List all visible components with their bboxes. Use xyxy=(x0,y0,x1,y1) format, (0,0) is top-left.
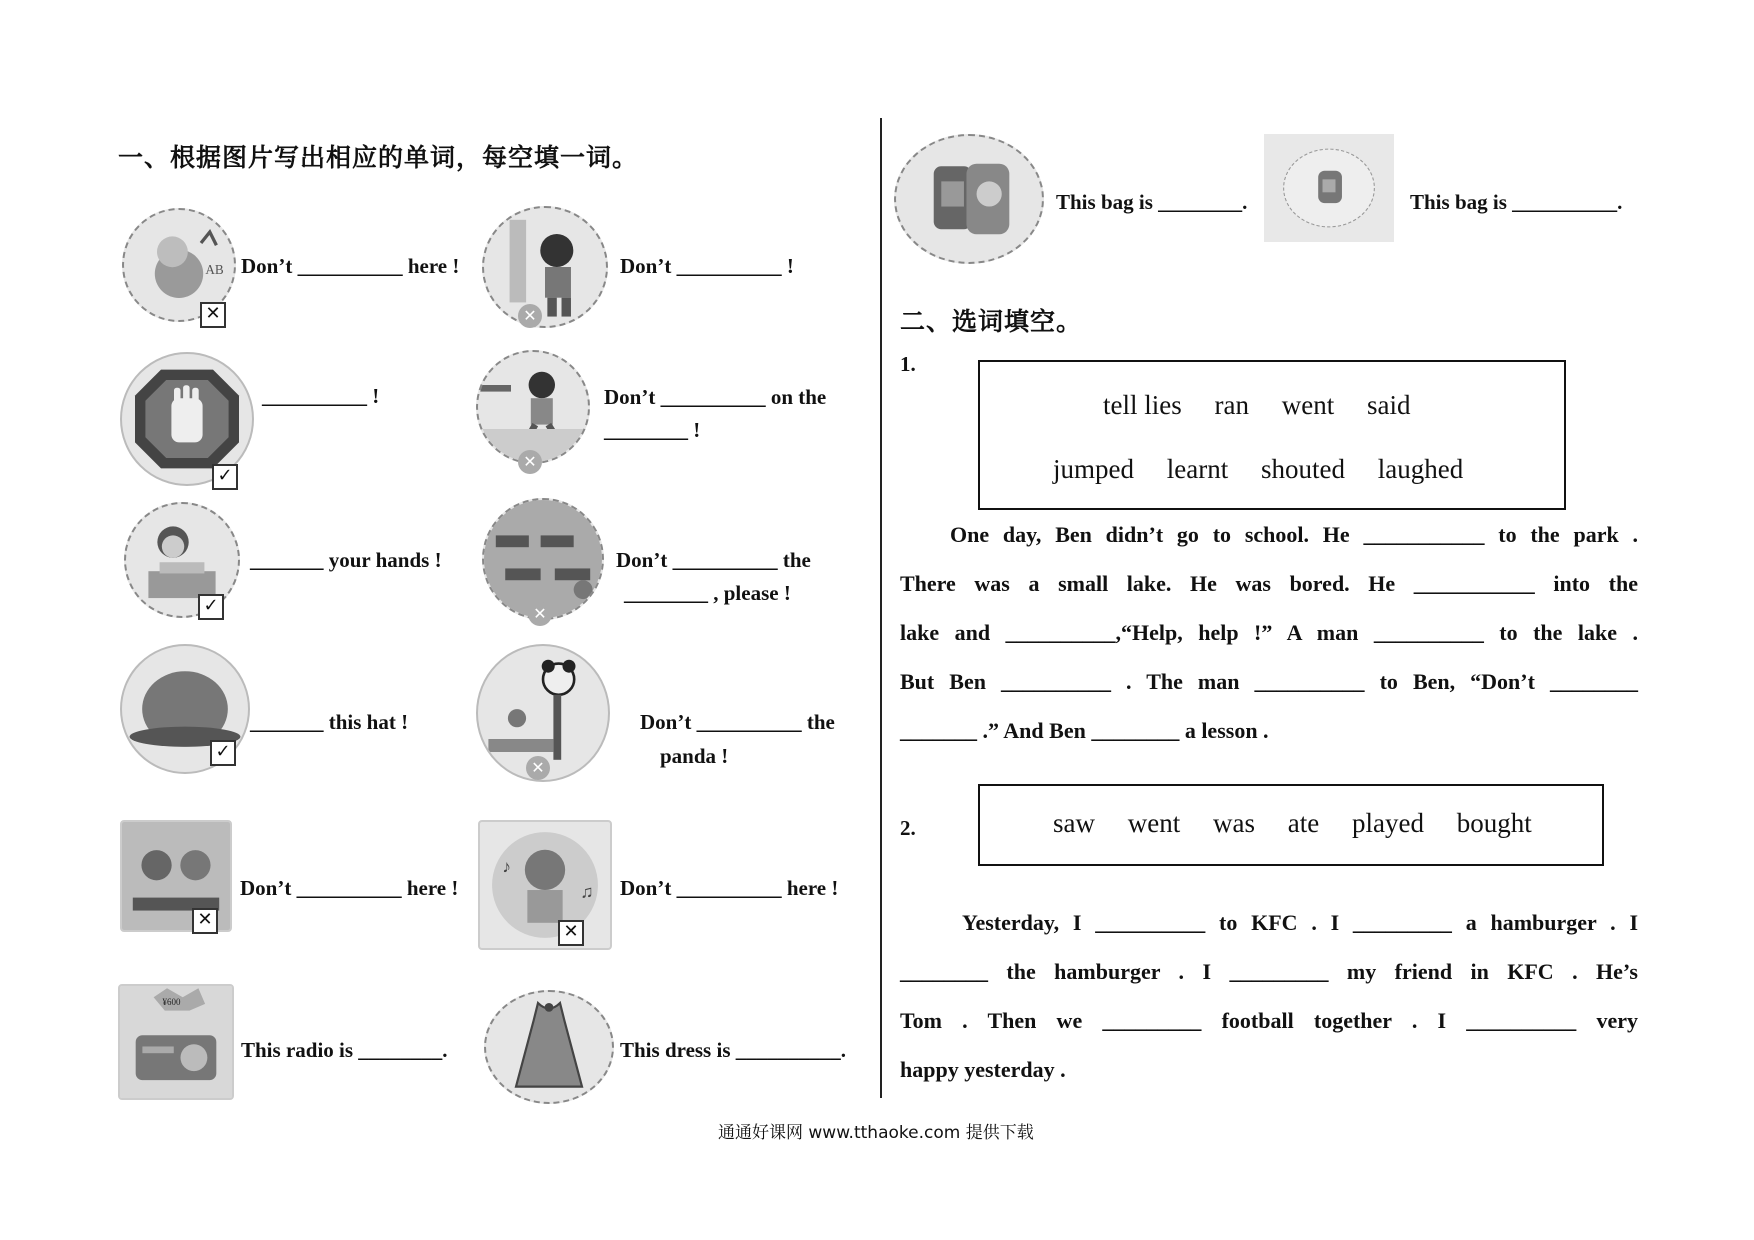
running-boy-picture xyxy=(476,350,590,464)
singing-girl-picture xyxy=(478,820,612,950)
q2-word-row xyxy=(1040,808,1545,839)
word-option: shouted xyxy=(1260,454,1345,484)
word-option: ran xyxy=(1214,390,1249,420)
question-1-10: Don’t __________ here ! xyxy=(620,876,839,900)
radio-price-tag: ¥600 xyxy=(162,997,181,1008)
q1-line-2: There was a small lake. He was bored. He ___________ into the xyxy=(900,571,1638,596)
question-1-12: This dress is __________. xyxy=(620,1038,846,1062)
part2-heading: 二、选词填空。 xyxy=(900,307,1083,336)
check-mark-icon: ✓ xyxy=(198,594,224,620)
footer-source: 通通好课网 www.tthaoke.com 提供下载 xyxy=(718,1123,1034,1143)
question-1-6-line2: ________ , please ! xyxy=(624,581,791,605)
svg-text:♫: ♫ xyxy=(580,881,594,902)
q1-number: 1. xyxy=(900,352,916,376)
cross-circle-icon: ✕ xyxy=(528,602,552,626)
q1-word-box xyxy=(978,360,1566,510)
q1-line-1: One day, Ben didn’t go to school. He ___________ to the park . xyxy=(950,522,1638,547)
q1-word-row-2 xyxy=(1040,454,1476,485)
bag-question-1: This bag is ________. xyxy=(1056,190,1248,214)
q2-word-box xyxy=(978,784,1604,866)
big-bag-picture xyxy=(894,134,1044,264)
cross-mark-icon: ✕ xyxy=(200,302,226,328)
cross-circle-icon: ✕ xyxy=(518,304,542,328)
word-option: was xyxy=(1212,808,1255,838)
q1-line-3: lake and __________,“Help, help !” A man __________ to the lake . xyxy=(900,620,1638,645)
word-option: went xyxy=(1127,808,1181,838)
bag-question-2: This bag is __________. xyxy=(1410,190,1623,214)
cross-mark-icon: ✕ xyxy=(558,920,584,946)
cross-circle-icon: ✕ xyxy=(518,450,542,474)
q1-line-5: _______ .” And Ben ________ a lesson . xyxy=(900,718,1269,743)
small-bag-picture xyxy=(1264,134,1394,242)
question-1-9: Don’t __________ here ! xyxy=(240,876,459,900)
question-1-8-line2: panda ! xyxy=(660,744,729,768)
q2-line-3: Tom . Then we _________ football together . I __________ very xyxy=(900,1008,1638,1033)
word-option: played xyxy=(1351,808,1424,838)
check-mark-icon: ✓ xyxy=(212,464,238,490)
q1-line-4: But Ben __________ . The man __________ to Ben, “Don’t ________ xyxy=(900,669,1638,694)
q2-line-4: happy yesterday . xyxy=(900,1057,1066,1082)
question-1-11: This radio is ________. xyxy=(241,1038,448,1062)
cross-circle-icon: ✕ xyxy=(526,756,550,780)
word-option: laughed xyxy=(1377,454,1464,484)
cross-mark-icon: ✕ xyxy=(192,908,218,934)
svg-text:♪: ♪ xyxy=(502,856,511,877)
question-1-1: Don’t __________ here ! xyxy=(241,254,460,278)
word-option: learnt xyxy=(1166,454,1229,484)
column-divider xyxy=(880,118,882,1098)
part1-heading: 一、根据图片写出相应的单词，每空填一词。 xyxy=(118,143,639,172)
question-1-7: _______ this hat ! xyxy=(250,710,409,734)
q2-number: 2. xyxy=(900,816,916,840)
question-1-4-line2: ________ ! xyxy=(604,418,701,442)
word-option: tell lies xyxy=(1103,390,1182,420)
word-option: jumped xyxy=(1053,454,1134,484)
word-option: went xyxy=(1281,390,1335,420)
question-1-4-line1: Don’t __________ on the xyxy=(604,385,827,409)
radio-picture xyxy=(118,984,234,1100)
word-option: bought xyxy=(1456,808,1532,838)
word-option: said xyxy=(1366,390,1411,420)
q2-line-1: Yesterday, I __________ to KFC . I _________ a hamburger . I xyxy=(962,910,1638,935)
dress-picture xyxy=(484,990,614,1104)
word-option: saw xyxy=(1053,808,1095,838)
climbing-boy-picture xyxy=(482,206,608,328)
q1-word-row-1 xyxy=(1090,390,1423,421)
question-1-8-line1: Don’t __________ the xyxy=(640,710,835,734)
svg-text:AB: AB xyxy=(205,261,224,277)
q2-passage xyxy=(900,898,1638,1094)
question-1-3: __________ ! xyxy=(262,384,380,408)
check-mark-icon: ✓ xyxy=(210,740,236,766)
q2-line-2: ________ the hamburger . I _________ my friend in KFC . He’s xyxy=(900,959,1638,984)
q1-passage xyxy=(900,510,1638,755)
word-option: ate xyxy=(1287,808,1320,838)
question-1-6-line1: Don’t __________ the xyxy=(616,548,811,572)
question-1-5: _______ your hands ! xyxy=(250,548,442,572)
question-1-2: Don’t __________ ! xyxy=(620,254,794,278)
